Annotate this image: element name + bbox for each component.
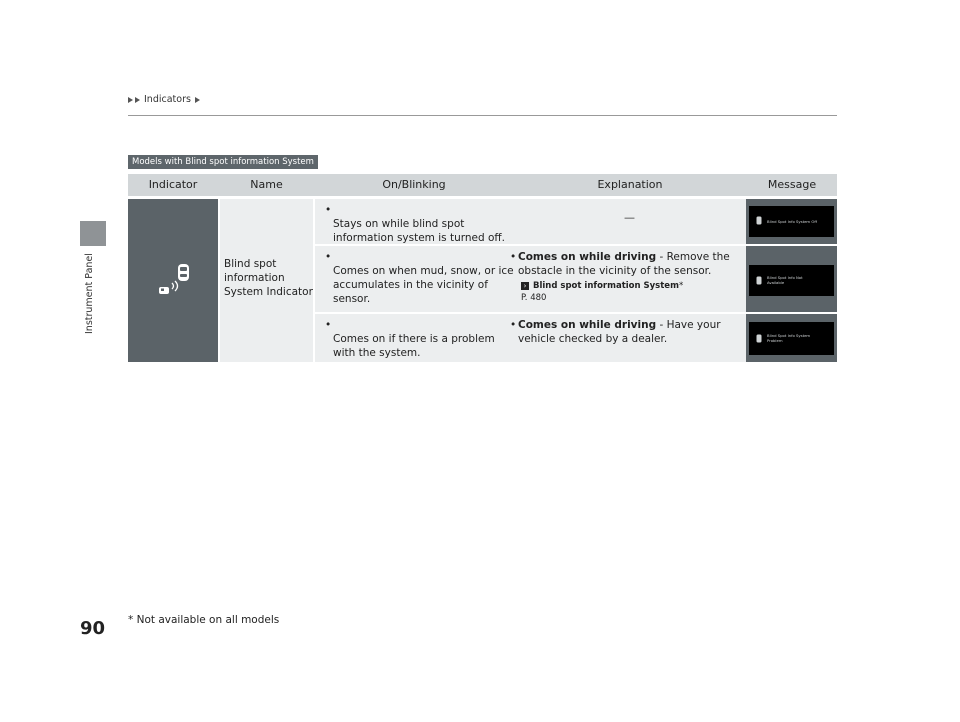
- explanation-condition: Comes on while driving: [518, 319, 657, 331]
- blind-spot-car-icon: [156, 261, 196, 301]
- header-rule: [128, 115, 837, 116]
- on-blinking-text: [325, 318, 495, 360]
- column-header-indicator: Indicator: [148, 178, 198, 191]
- footnote: * Not available on all models: [128, 614, 280, 626]
- bullet-icon: •: [510, 251, 517, 263]
- indicator-cell: [128, 199, 218, 362]
- message-cell: [746, 199, 837, 244]
- message-cell: [746, 246, 837, 312]
- blind-spot-mini-icon: [756, 216, 762, 225]
- on-blinking-text: [325, 250, 523, 306]
- breadcrumb: [128, 94, 200, 105]
- reference-title: Blind spot information System: [533, 281, 679, 291]
- indicator-name-text: Blind spot information System Indicator: [224, 258, 313, 298]
- explanation-action: - Remove the obstacle in the vicinity of the sensor.: [518, 251, 730, 277]
- message-screen: [749, 322, 834, 355]
- on-blinking-value: Stays on while blind spot information system is turned off.: [333, 218, 505, 244]
- explanation-text: [510, 318, 743, 346]
- on-blinking-text: [325, 203, 505, 245]
- blind-spot-mini-icon: [756, 276, 762, 285]
- bullet-icon: •: [325, 251, 332, 263]
- name-cell: [220, 199, 313, 362]
- message-text: Blind Spot Info System Problem: [767, 333, 811, 343]
- blind-spot-mini-icon: [756, 334, 762, 343]
- message-cell: [746, 314, 837, 362]
- explanation-action: - Have your vehicle checked by a dealer.: [518, 319, 721, 345]
- explanation-text: [510, 250, 743, 278]
- page-number: 90: [80, 618, 106, 639]
- cross-reference-link[interactable]: [521, 280, 683, 304]
- bullet-icon: •: [325, 319, 332, 331]
- breadcrumb-arrow-icon: [135, 97, 140, 103]
- breadcrumb-arrow-icon: [128, 97, 133, 103]
- column-header-explanation: Explanation: [597, 178, 663, 191]
- column-header-on-blinking: On/Blinking: [382, 178, 446, 191]
- on-blinking-value: Comes on if there is a problem with the system.: [333, 333, 495, 359]
- column-header-name: Name: [250, 178, 283, 191]
- chapter-tab: [80, 221, 106, 246]
- explanation-dash: —: [624, 211, 635, 224]
- reference-page: P. 480: [521, 293, 547, 303]
- message-screen: [749, 265, 834, 296]
- bullet-icon: •: [325, 204, 332, 216]
- indicator-name: [224, 257, 313, 299]
- table-header: [128, 174, 837, 196]
- explanation-condition: Comes on while driving: [518, 251, 657, 263]
- reference-star: *: [678, 281, 684, 291]
- breadcrumb-text: Indicators: [144, 94, 191, 105]
- model-badge: Models with Blind spot information System: [128, 155, 318, 169]
- chapter-label: Instrument Panel: [84, 253, 95, 334]
- bullet-icon: •: [510, 319, 517, 331]
- column-header-message: Message: [767, 178, 817, 191]
- message-screen: [749, 206, 834, 237]
- on-blinking-value: Comes on when mud, snow, or ice accumulates in the vicinity of sensor.: [333, 265, 514, 305]
- message-text: Blind Spot Info System Off: [767, 219, 817, 224]
- breadcrumb-arrow-icon: [195, 97, 200, 103]
- reference-arrow-icon: ›: [521, 282, 529, 290]
- message-text: Blind Spot Info Not Available: [767, 275, 803, 285]
